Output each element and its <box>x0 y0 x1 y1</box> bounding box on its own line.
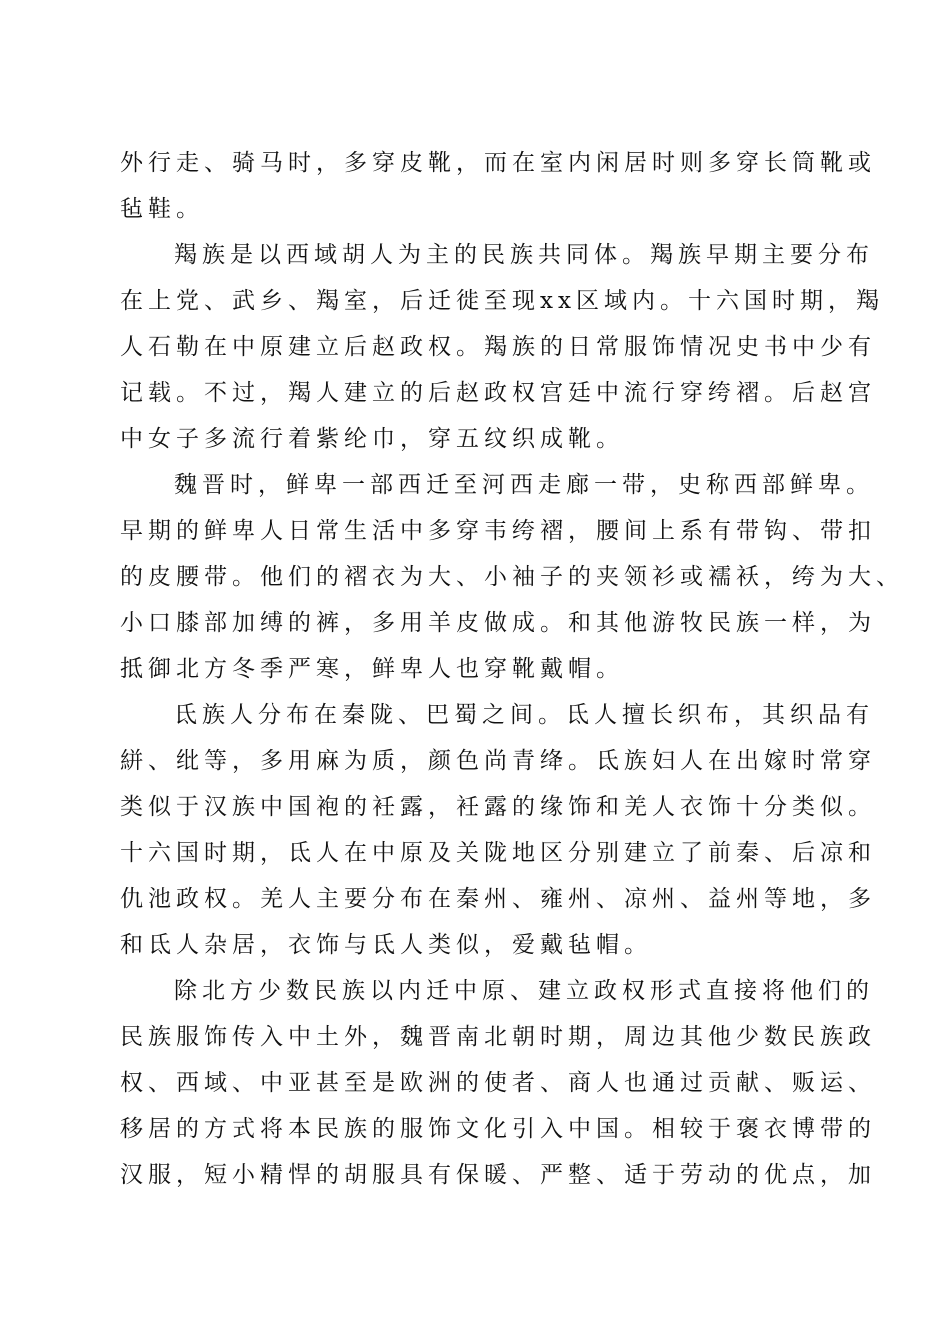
text-line: 权、西域、中亚甚至是欧洲的使者、商人也通过贡献、贩运、 <box>120 1070 876 1096</box>
text-line: 民族服饰传入中土外，魏晋南北朝时期，周边其他少数民族政 <box>120 1024 876 1050</box>
paragraph-start-line: 氐族人分布在秦陇、巴蜀之间。氐人擅长织布，其织品有 <box>174 702 874 728</box>
text-line: 抵御北方冬季严寒，鲜卑人也穿靴戴帽。 <box>120 656 624 682</box>
text-line: 毡鞋。 <box>120 196 204 222</box>
text-line: 中女子多流行着紫纶巾，穿五纹织成靴。 <box>120 426 624 452</box>
text-line: 的皮腰带。他们的褶衣为大、小袖子的夹领衫或襦袄，绔为大、 <box>120 564 904 590</box>
text-line: 早期的鲜卑人日常生活中多穿韦绔褶，腰间上系有带钩、带扣 <box>120 518 876 544</box>
paragraph-start-line: 魏晋时，鲜卑一部西迁至河西走廊一带，史称西部鲜卑。 <box>174 472 874 498</box>
text-line: 仇池政权。羌人主要分布在秦州、雍州、凉州、益州等地，多 <box>120 886 876 912</box>
paragraph-start-line: 除北方少数民族以内迁中原、建立政权形式直接将他们的 <box>174 978 874 1004</box>
text-line: 移居的方式将本民族的服饰文化引入中国。相较于褒衣博带的 <box>120 1116 876 1142</box>
text-line: 汉服，短小精悍的胡服具有保暖、严整、适于劳动的优点，加 <box>120 1162 876 1188</box>
paragraph-start-line: 羯族是以西域胡人为主的民族共同体。羯族早期主要分布 <box>174 242 874 268</box>
text-line: 十六国时期，氐人在中原及关陇地区分别建立了前秦、后凉和 <box>120 840 876 866</box>
text-line: 外行走、骑马时，多穿皮靴，而在室内闲居时则多穿长筒靴或 <box>120 150 876 176</box>
text-line: 类似于汉族中国袍的衽露，衽露的缘饰和羌人衣饰十分类似。 <box>120 794 876 820</box>
body-text <box>120 140 904 1198</box>
text-line: 絣、纰等，多用麻为质，颜色尚青绛。氐族妇人在出嫁时常穿 <box>120 748 876 774</box>
text-line: 在上党、武乡、羯室，后迁徙至现xx区域内。十六国时期，羯 <box>120 288 884 314</box>
text-line: 人石勒在中原建立后赵政权。羯族的日常服饰情况史书中少有 <box>120 334 876 360</box>
text-line: 和氐人杂居，衣饰与氐人类似，爱戴毡帽。 <box>120 932 652 958</box>
text-line: 小口膝部加缚的裤，多用羊皮做成。和其他游牧民族一样，为 <box>120 610 876 636</box>
text-line: 记载。不过，羯人建立的后赵政权宫廷中流行穿绔褶。后赵宫 <box>120 380 876 406</box>
